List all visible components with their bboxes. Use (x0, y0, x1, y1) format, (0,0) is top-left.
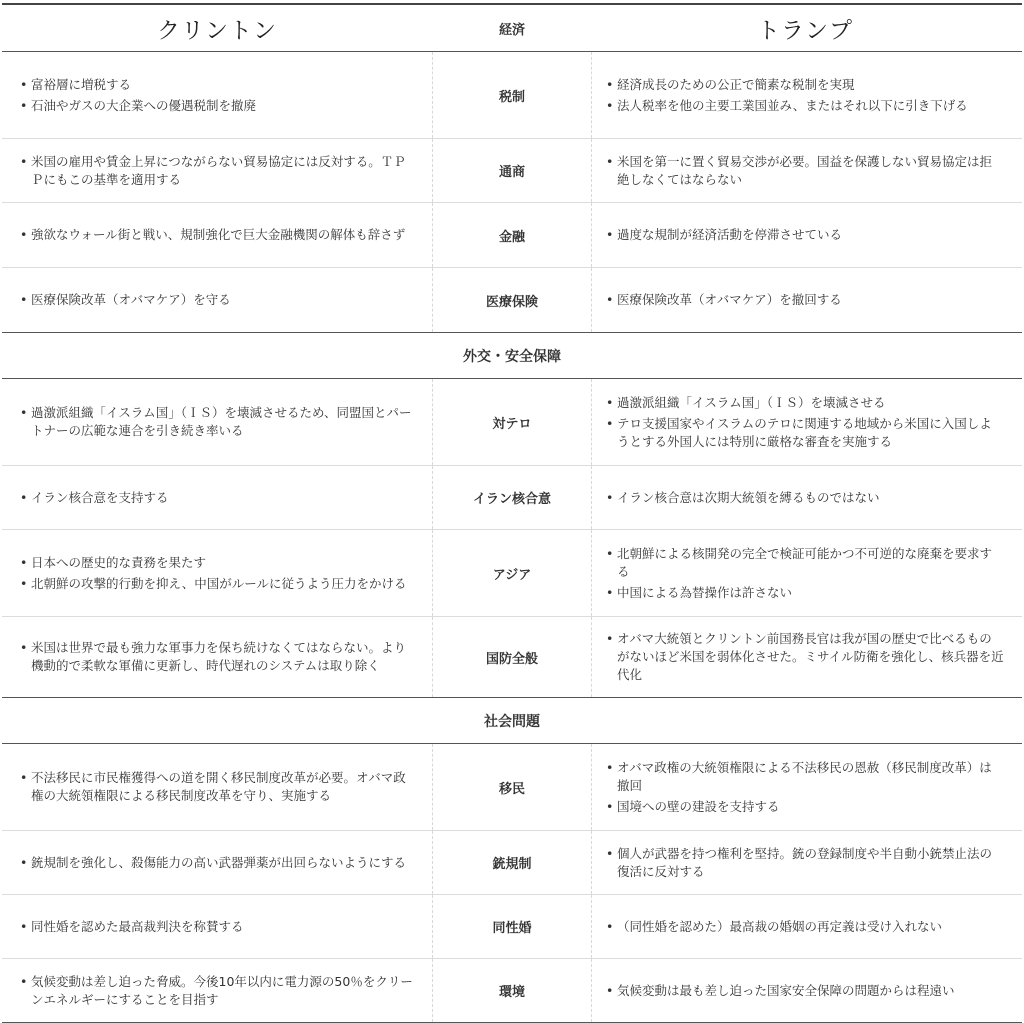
economy-section (2, 52, 1022, 333)
topic-cell (432, 379, 592, 465)
clinton-cell (2, 831, 432, 894)
table-row (2, 744, 1022, 831)
trump-bullet-item: • オバマ政権の大統領権限による不法移民の恩赦（移民制度改革）は撤回 (606, 759, 1004, 795)
clinton-cell (2, 139, 432, 202)
trump-cell (592, 831, 1022, 894)
trump-cell (592, 744, 1022, 830)
trump-bullet-item: • （同性婚を認めた）最高裁の婚姻の再定義は受け入れない (606, 918, 1004, 936)
table-row (2, 617, 1022, 698)
trump-cell (592, 530, 1022, 616)
table-row (2, 379, 1022, 466)
topic-label: アジア (492, 567, 532, 583)
clinton-header: クリントン (157, 17, 277, 44)
clinton-bullet-item: • 米国の雇用や賃金上昇につながらない貿易協定には反対する。ＴＰＰにもこの基準を適用する (20, 153, 414, 189)
diplomacy-section (2, 379, 1022, 698)
trump-bullet-list (606, 542, 1004, 605)
trump-bullet-list (606, 627, 1004, 687)
clinton-bullet-item: • 強欲なウォール街と戦い、規制強化で巨大金融機関の解体も辞さず (20, 226, 414, 244)
topic-cell (432, 895, 592, 958)
section-title: 社会問題 (484, 713, 540, 730)
trump-header: トランプ (757, 17, 853, 44)
trump-bullet-item: • 法人税率を他の主要工業国並み、またはそれ以下に引き下げる (606, 97, 1004, 115)
trump-bullet-item: • オバマ大統領とクリントン前国務長官は我が国の歴史で比べるものがないほど米国を弱体化させた。ミサイル防衛を強化し、核兵器を近代化 (606, 630, 1004, 684)
clinton-bullet-list (20, 851, 414, 875)
clinton-cell (2, 959, 432, 1022)
topic-label: 医療保険 (485, 294, 538, 310)
trump-cell (592, 959, 1022, 1022)
trump-bullet-item: • イラン核合意は次期大統領を縛るものではない (606, 489, 1004, 507)
topic-label: 銃規制 (492, 857, 532, 872)
clinton-bullet-list (20, 970, 414, 1012)
trump-bullet-item: • 米国を第一に置く貿易交渉が必要。国益を保護しない貿易協定は拒絶しなくてはならない (606, 153, 1004, 189)
trump-cell (592, 466, 1022, 529)
clinton-bullet-item: • 同性婚を認めた最高裁判決を称賛する (20, 918, 414, 936)
clinton-bullet-list (20, 288, 414, 312)
clinton-cell (2, 52, 432, 138)
trump-bullet-list (606, 756, 1004, 819)
clinton-cell (2, 203, 432, 267)
trump-bullet-list (606, 223, 1004, 247)
trump-bullet-item: • 中国による為替操作は許さない (606, 584, 1004, 602)
clinton-bullet-item: • 米国は世界で最も強力な軍事力を保ち続けなくてはならない。より機動的で柔軟な軍備に更新し、時代遅れのシステムは取り除く (20, 639, 414, 675)
trump-cell (592, 139, 1022, 202)
topic-label: 対テロ (492, 416, 532, 432)
trump-bullet-list (606, 288, 1004, 312)
topic-cell (432, 959, 592, 1022)
trump-bullet-list (606, 73, 1004, 118)
trump-bullet-item: • 過激派組織「イスラム国」（ＩＳ）を壊滅させる (606, 394, 1004, 412)
trump-cell (592, 52, 1022, 138)
clinton-bullet-list (20, 401, 414, 443)
clinton-cell (2, 617, 432, 697)
topic-cell (432, 617, 592, 697)
trump-bullet-list (606, 979, 1004, 1003)
clinton-bullet-list (20, 766, 414, 808)
social-section (2, 744, 1022, 1023)
trump-bullet-item: • 北朝鮮による核開発の完全で検証可能かつ不可逆的な廃棄を要求する (606, 545, 1004, 581)
clinton-cell (2, 895, 432, 958)
table-row (2, 139, 1022, 203)
topic-cell (432, 268, 592, 332)
table-row (2, 831, 1022, 895)
trump-bullet-list (606, 842, 1004, 884)
trump-cell (592, 379, 1022, 465)
trump-bullet-item: • 国境への壁の建設を支持する (606, 798, 1004, 816)
clinton-cell (2, 744, 432, 830)
clinton-bullet-list (20, 150, 414, 192)
topic-label: 金融 (498, 229, 525, 245)
clinton-bullet-item: • 日本への歴史的な責務を果たす (20, 554, 414, 572)
topic-label: 環境 (498, 985, 525, 1000)
section-title: 外交・安全保障 (463, 348, 561, 365)
clinton-bullet-item: • 富裕層に増税する (20, 76, 414, 94)
trump-bullet-item: • 過度な規制が経済活動を停滞させている (606, 226, 1004, 244)
trump-bullet-item: • 医療保険改革（オバマケア）を撤回する (606, 291, 1004, 309)
economy-section-title: 経済 (498, 22, 525, 38)
clinton-bullet-list (20, 223, 414, 247)
trump-bullet-list (606, 915, 1004, 939)
topic-cell (432, 139, 592, 202)
table-row (2, 530, 1022, 617)
section-header-social (2, 698, 1022, 744)
clinton-bullet-list (20, 636, 414, 678)
topic-label: 税制 (498, 89, 525, 105)
clinton-bullet-item: • 銃規制を強化し、殺傷能力の高い武器弾薬が出回らないようにする (20, 854, 414, 872)
trump-cell (592, 895, 1022, 958)
table-row (2, 466, 1022, 530)
table-row (2, 203, 1022, 268)
topic-cell (432, 203, 592, 267)
policy-comparison-table (2, 3, 1022, 1023)
topic-cell (432, 52, 592, 138)
clinton-bullet-list (20, 486, 414, 510)
topic-label: イラン核合意 (472, 492, 551, 507)
topic-label: 同性婚 (492, 921, 532, 936)
table-row (2, 52, 1022, 139)
clinton-bullet-item: • 不法移民に市民権獲得への道を開く移民制度改革が必要。オバマ政権の大統領権限による移民制度改革を守り、実施する (20, 769, 414, 805)
trump-bullet-list (606, 486, 1004, 510)
clinton-cell (2, 466, 432, 529)
clinton-bullet-list (20, 73, 414, 118)
clinton-bullet-list (20, 915, 414, 939)
topic-label: 国防全般 (485, 651, 538, 667)
clinton-bullet-item: • 気候変動は差し迫った脅威。今後10年以内に電力源の50％をクリーンエネルギーにすることを目指す (20, 973, 414, 1009)
clinton-cell (2, 268, 432, 332)
trump-cell (592, 617, 1022, 697)
table-header-row (2, 5, 1022, 52)
topic-cell (432, 466, 592, 529)
clinton-cell (2, 530, 432, 616)
trump-bullet-item: • 経済成長のための公正で簡素な税制を実現 (606, 76, 1004, 94)
table-row (2, 268, 1022, 333)
clinton-bullet-list (20, 551, 414, 596)
clinton-bullet-item: • 北朝鮮の攻撃的行動を抑え、中国がルールに従うよう圧力をかける (20, 575, 414, 593)
topic-label: 通商 (498, 165, 525, 180)
table-row (2, 895, 1022, 959)
clinton-bullet-item: • 石油やガスの大企業への優遇税制を撤廃 (20, 97, 414, 115)
trump-bullet-list (606, 150, 1004, 192)
table-row (2, 959, 1022, 1023)
topic-cell (432, 744, 592, 830)
trump-bullet-list (606, 391, 1004, 454)
trump-bullet-item: • 気候変動は最も差し迫った国家安全保障の問題からは程遠い (606, 982, 1004, 1000)
clinton-bullet-item: • イラン核合意を支持する (20, 489, 414, 507)
clinton-bullet-item: • 過激派組織「イスラム国」（ＩＳ）を壊滅させるため、同盟国とパートナーの広範な連合を引き続き率いる (20, 404, 414, 440)
trump-bullet-item: • テロ支援国家やイスラムのテロに関連する地域から米国に入国しようとする外国人には特別に厳格な審査を実施する (606, 415, 1004, 451)
section-header-diplomacy (2, 333, 1022, 379)
topic-label: 移民 (498, 781, 525, 797)
trump-cell (592, 268, 1022, 332)
trump-cell (592, 203, 1022, 267)
topic-cell (432, 831, 592, 894)
clinton-bullet-item: • 医療保険改革（オバマケア）を守る (20, 291, 414, 309)
trump-bullet-item: • 個人が武器を持つ権利を堅持。銃の登録制度や半自動小銃禁止法の復活に反対する (606, 845, 1004, 881)
clinton-cell (2, 379, 432, 465)
topic-cell (432, 530, 592, 616)
